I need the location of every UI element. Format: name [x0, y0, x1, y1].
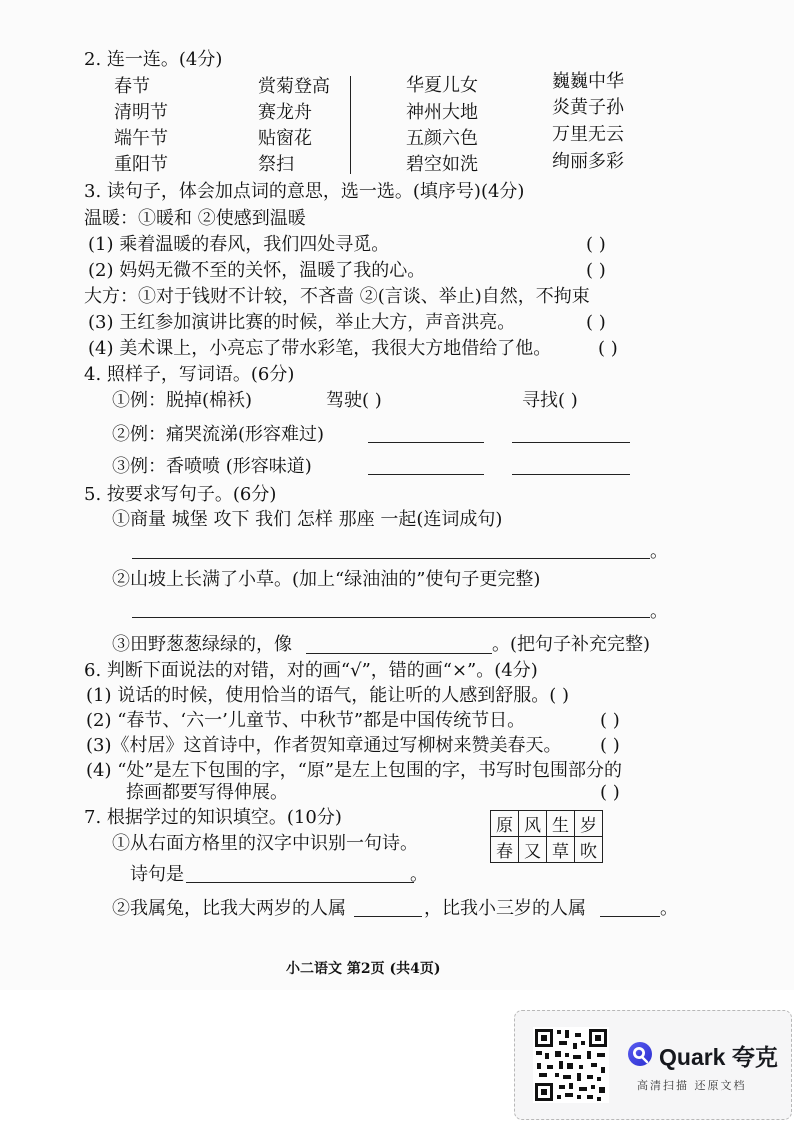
q4-title: 4. 照样子，写词语。(6分) — [84, 364, 295, 385]
q2-col1-item: 清明节 — [114, 102, 168, 123]
q6-answer-paren[interactable]: ( ) — [600, 710, 620, 731]
grid-cell: 草 — [547, 837, 575, 863]
page-footer: 小二语文 第2页 (共4页) — [286, 961, 441, 977]
q6-statement-cont: 捺画都要写得伸展。 — [126, 782, 288, 803]
qr-code-icon — [533, 1027, 609, 1103]
q4-fill-1a[interactable]: 驾驶( ) — [326, 390, 382, 411]
q6-statement: (4) “处”是左下包围的字，“原”是左上包围的字，书写时包围部分的 — [86, 760, 623, 781]
q2-col1-item: 重阳节 — [114, 154, 168, 175]
q6-statement: (2) “春节、‘六一’儿童节、中秋节”都是中国传统节日。 — [86, 710, 526, 731]
grid-cell: 吹 — [575, 837, 603, 863]
q3-definition-warm: 温暖：①暖和 ②使感到温暖 — [84, 208, 306, 229]
q2-col3-item: 五颜六色 — [406, 128, 478, 149]
q2-col2-item: 赏菊登高 — [258, 76, 330, 97]
q3-sentence: (2) 妈妈无微不至的关怀，温暖了我的心。 — [88, 260, 426, 281]
q7-poem-blank[interactable] — [186, 882, 414, 883]
q6-answer-paren[interactable]: ( ) — [600, 735, 620, 756]
q5-title: 5. 按要求写句子。(6分) — [84, 484, 277, 505]
q3-answer-paren[interactable]: ( ) — [598, 338, 618, 359]
q3-sentence: (4) 美术课上，小亮忘了带水彩笔，我很大方地借给了他。 — [88, 338, 552, 359]
q4-blank-3b[interactable] — [512, 474, 630, 475]
q7-item-2a: ②我属兔，比我大两岁的人属 — [112, 898, 346, 919]
q5-period: 。 — [650, 601, 668, 622]
q4-example-3: ③例：香喷喷 (形容味道) — [112, 456, 312, 477]
q5-answer-line-1[interactable] — [132, 558, 650, 559]
grid-cell: 又 — [519, 837, 547, 863]
q4-fill-1b[interactable]: 寻找( ) — [522, 390, 578, 411]
q7-period: 。 — [410, 864, 428, 885]
q6-statement: (1) 说话的时候，使用恰当的语气，能让听的人感到舒服。( ) — [86, 685, 569, 706]
q2-col4-item: 绚丽多彩 — [552, 151, 624, 172]
grid-cell: 原 — [491, 811, 519, 837]
q7-period: 。 — [660, 898, 678, 919]
q5-item-3a: ③田野葱葱绿绿的，像 — [112, 634, 292, 655]
q5-period: 。 — [650, 541, 668, 562]
quark-brand: Quark 夸克 — [659, 1044, 778, 1070]
q3-answer-paren[interactable]: ( ) — [586, 234, 606, 255]
q4-blank-2a[interactable] — [368, 442, 484, 443]
q4-blank-2b[interactable] — [512, 442, 630, 443]
q5-answer-line-2[interactable] — [132, 617, 650, 618]
q3-title: 3. 读句子，体会加点词的意思，选一选。(填序号)(4分) — [84, 181, 525, 202]
q2-col3-item: 碧空如洗 — [406, 154, 478, 175]
q7-poem-label: 诗句是 — [130, 864, 184, 885]
q5-answer-line-3[interactable] — [306, 653, 492, 654]
q2-col3-item: 神州大地 — [406, 102, 478, 123]
q2-col2-item: 祭扫 — [258, 154, 294, 175]
character-grid — [490, 810, 603, 863]
q7-item-1: ①从右面方格里的汉字中识别一句诗。 — [112, 833, 418, 854]
q3-answer-paren[interactable]: ( ) — [586, 312, 606, 333]
q4-example-2: ②例：痛哭流涕(形容难过) — [112, 424, 325, 445]
q6-title: 6. 判断下面说法的对错，对的画“√”，错的画“×”。(4分) — [84, 660, 538, 681]
quark-watermark — [514, 1010, 792, 1120]
q3-sentence: (1) 乘着温暖的春风，我们四处寻觅。 — [88, 234, 390, 255]
q2-title: 2. 连一连。(4分) — [84, 49, 223, 70]
q7-blank-older[interactable] — [354, 916, 422, 917]
q7-blank-younger[interactable] — [600, 916, 660, 917]
q4-blank-3a[interactable] — [368, 474, 484, 475]
q5-item-2: ②山坡上长满了小草。(加上“绿油油的”使句子更完整) — [112, 569, 541, 590]
q7-title: 7. 根据学过的知识填空。(10分) — [84, 807, 342, 828]
q2-col2-item: 赛龙舟 — [258, 102, 312, 123]
grid-cell: 岁 — [575, 811, 603, 837]
q5-item-1: ①商量 城堡 攻下 我们 怎样 那座 一起(连词成句) — [112, 509, 503, 530]
q2-divider — [350, 76, 351, 174]
q3-definition-generous: 大方：①对于钱财不计较，不吝啬 ②(言谈、举止)自然，不拘束 — [84, 286, 590, 307]
quark-slogan: 高清扫描 还原文档 — [637, 1079, 747, 1092]
q2-col4-item: 万里无云 — [552, 124, 624, 145]
q2-col1-item: 春节 — [114, 76, 150, 97]
q3-sentence: (3) 王红参加演讲比赛的时候，举止大方，声音洪亮。 — [88, 312, 516, 333]
q3-answer-paren[interactable]: ( ) — [586, 260, 606, 281]
grid-cell: 风 — [519, 811, 547, 837]
q2-col4-item: 巍巍中华 — [552, 71, 624, 92]
q2-col1-item: 端午节 — [114, 128, 168, 149]
grid-cell: 生 — [547, 811, 575, 837]
q4-example-1: ①例：脱掉(棉袄) — [112, 390, 253, 411]
grid-cell: 春 — [491, 837, 519, 863]
q2-col3-item: 华夏儿女 — [406, 75, 478, 96]
q2-col4-item: 炎黄子孙 — [552, 97, 624, 118]
quark-logo-icon — [627, 1041, 653, 1067]
q5-item-3b: 。(把句子补充完整) — [492, 634, 651, 655]
q7-item-2b: ，比我小三岁的人属 — [424, 898, 586, 919]
q6-answer-paren[interactable]: ( ) — [600, 782, 620, 803]
q2-col2-item: 贴窗花 — [258, 128, 312, 149]
q6-statement: (3)《村居》这首诗中，作者贺知章通过写柳树来赞美春天。 — [86, 735, 562, 756]
